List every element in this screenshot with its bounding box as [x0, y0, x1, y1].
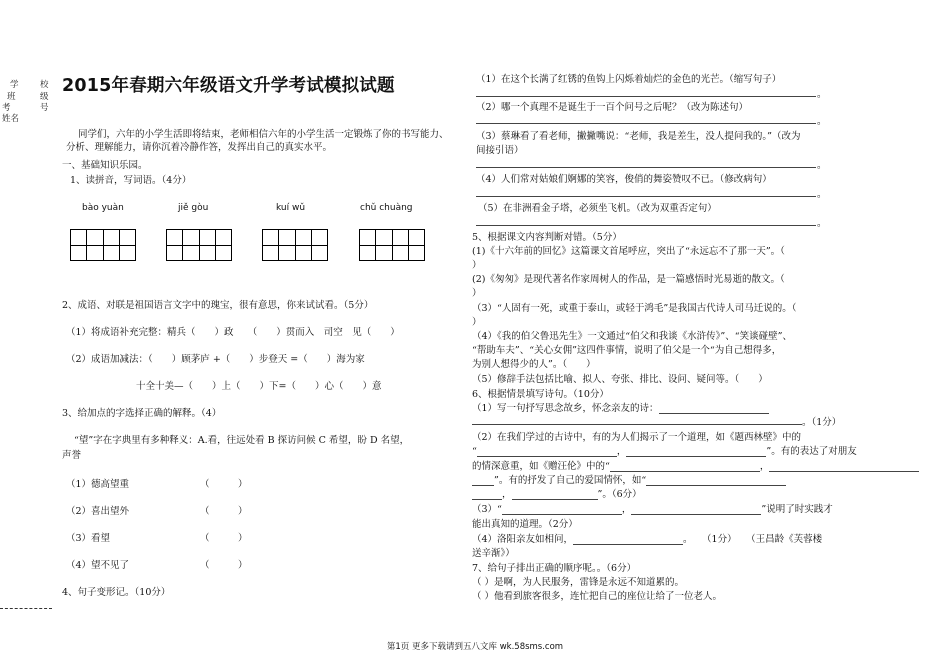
poem-2d: ”。有的抒发了自己的爱国情怀，如“ [472, 472, 786, 486]
judge-4b: “帮助车夫”、“关心女佣”这四件事情，说明了伯父是一个“为自己想得多， [472, 345, 782, 356]
section-7-heading: 7、给句子排出正确的顺序呢。。（6分） [472, 563, 637, 574]
question-3-desc: “望”字在字典里有多种释义：A.看，往远处看 B 探访问候 C 希望，盼 D 名望， [74, 435, 410, 446]
writing-grid-4[interactable] [359, 229, 425, 261]
judge-4c: 为别人想得少的人”。（ ） [472, 359, 596, 370]
answer-dot-3: 。 [817, 160, 827, 171]
poem-2-blank-4[interactable] [769, 461, 919, 472]
poem-2-blank-1[interactable] [477, 446, 617, 457]
q3-blank-1[interactable]: （ ） [200, 479, 248, 490]
pinyin-4: chǔ chuàng [360, 203, 413, 213]
poem-3-blank-2[interactable] [631, 504, 761, 515]
judge-2: (2)《匆匆》是现代著名作家周树人的作品，是一篇感悟时光易逝的散文。（ [472, 274, 785, 285]
answer-dot-2: 。 [817, 116, 827, 127]
q3-blank-2[interactable]: （ ） [200, 506, 248, 517]
label-xue: 学 [10, 80, 19, 90]
intro-text: 同学们，六年的小学生活即将结束，老师相信六年的小学生活一定锻炼了你的书写能力、分析、理解能力，请你沉着冷静作答，发挥出自己的真实水平。 [66, 129, 449, 153]
poem-2-blank-6[interactable] [646, 475, 786, 486]
page-footer: 第1页 更多下载请到五八文库 wk.58sms.com [386, 642, 564, 652]
q3-item-1: （1）德高望重 [66, 479, 130, 490]
cut-line [0, 608, 52, 609]
judge-1: (1)《十六年前的回忆》这篇课文首尾呼应，突出了“永远忘不了那一天”。（ [472, 246, 785, 257]
poem-1: （1）写一句抒写思念故乡，怀念亲友的诗： [472, 400, 769, 414]
judge-3b: ） [472, 317, 482, 328]
rewrite-1: （1）在这个长满了红锈的鱼钩上闪烁着灿烂的金色的光芒。（缩写句子） [476, 74, 782, 85]
judge-2b: ） [472, 288, 482, 299]
poem-3b: 能出真知的道理。（2分） [472, 519, 578, 530]
pinyin-1: bào yuàn [82, 203, 124, 213]
answer-line-3[interactable] [476, 167, 816, 168]
label-hao: 号 [40, 103, 49, 113]
answer-line-1[interactable] [476, 96, 816, 97]
poem-2-blank-7[interactable] [472, 489, 502, 500]
judge-4: （4）《我的伯父鲁迅先生》一文通过“伯父和我谈《水浒传》”、“笑谈碰壁”、 [472, 331, 792, 342]
answer-dot-1: 。 [817, 89, 827, 100]
label-ban: 班 [7, 92, 16, 102]
answer-dot-4: 。 [817, 189, 827, 200]
question-3: 3、给加点的字选择正确的解释。（4） [62, 408, 222, 419]
poem-2-blank-8[interactable] [512, 489, 598, 500]
writing-grid-2[interactable] [166, 229, 232, 261]
question-2a: （1）将成语补充完整：精兵（ ）政 （ ）贯而入 司空 见（ ） [66, 327, 400, 338]
section-5-heading: 5、根据课文内容判断对错。（5分） [472, 232, 622, 243]
pinyin-2: jiě gòu [178, 203, 209, 213]
question-1: 1、读拼音，写词语。（4分） [70, 175, 192, 186]
answer-line-4[interactable] [476, 196, 816, 197]
question-2: 2、成语、对联是祖国语言文字中的瑰宝，很有意思，你来试试看。（5分） [62, 300, 374, 311]
order-1: （ ）是啊，为人民服务，雷锋是永远不知道累的。 [472, 577, 685, 588]
q3-blank-4[interactable]: （ ） [200, 560, 248, 571]
answer-line-5[interactable] [476, 225, 816, 226]
writing-grid-3[interactable] [262, 229, 328, 261]
pinyin-3: kuí wǔ [276, 203, 306, 213]
poem-2-blank-2[interactable] [626, 446, 766, 457]
label-ji: 级 [40, 92, 49, 102]
question-2b: （2）成语加减法：（ ）顾茅庐 +（ ）步登天 =（ ）海为家 [66, 354, 365, 365]
rewrite-4: （4）人们常对姑娘们婀娜的笑容，俊俏的舞姿赞叹不已。（修改病句） [476, 174, 772, 185]
question-4: 4、句子变形记。（10分） [62, 587, 171, 598]
rewrite-5: （5）在非洲看金子塔，必须坐飞机。（改为双重否定句） [478, 203, 717, 214]
poem-1-line-2[interactable] [472, 424, 802, 425]
poem-4c: 送辛渐》） [472, 548, 515, 559]
section-6-heading: 6、根据情景填写诗句。（10分） [472, 389, 609, 400]
page-title: 2015年春期六年级语文升学考试模拟试题 [62, 76, 395, 96]
label-name: 姓名 [2, 114, 20, 124]
poem-2-blank-3[interactable] [610, 461, 760, 472]
poem-2b: “ ， ”。有的表达了对朋友 [472, 446, 857, 457]
writing-grid-1[interactable] [70, 229, 136, 261]
answer-line-2[interactable] [476, 123, 816, 124]
order-2: （ ）他看到旅客很多，连忙把自己的座位让给了一位老人。 [472, 591, 723, 602]
judge-3: （3）“人固有一死，或重于泰山，或轻于鸿毛”是我国古代诗人司马迁说的。（ [472, 303, 797, 314]
q3-item-3: （3）看望 [66, 533, 111, 544]
q3-item-4: （4）望不见了 [66, 560, 130, 571]
poem-2e: ， ”。（6分） [472, 486, 642, 500]
section-1-heading: 一、基础知识乐园。 [62, 160, 148, 171]
answer-dot-5: 。 [817, 218, 827, 229]
question-3-desc-2: 声誉 [62, 450, 82, 461]
poem-2a: （2）在我们学过的古诗中，有的为人们揭示了一个道理，如《题西林壁》中的 [472, 432, 802, 443]
poem-2c: 的情深意重，如《赠汪伦》中的“ ， [472, 458, 919, 472]
label-kao: 考 [2, 103, 11, 113]
label-xiao: 校 [40, 80, 49, 90]
question-2c: 十全十美—（ ）上（ ）下=（ ）心（ ）意 [136, 381, 382, 392]
poem-1-end: 。（1分） [802, 417, 842, 428]
poem-3a: （3）“ ， ”说明了时实践才 [472, 504, 833, 515]
poem-4: （4）洛阳亲友如相问， 。 （1分） （王昌龄《芙蓉楼 [472, 534, 823, 545]
rewrite-2: （2）哪一个真理不是诞生于一百个问号之后呢？（改为陈述句） [476, 102, 749, 113]
poem-2-blank-5[interactable] [472, 475, 494, 486]
q3-item-2: （2）喜出望外 [66, 506, 130, 517]
rewrite-3b: 间接引语） [476, 145, 524, 156]
judge-1b: ） [472, 260, 482, 271]
poem-1-blank[interactable] [659, 403, 769, 414]
rewrite-3: （3）蔡琳看了看老师，撇撇嘴说：“老师，我是差生，没人提问我的。”（改为 [476, 131, 801, 142]
judge-5: （5）修辞手法包括比喻、拟人、夸张、排比、设问、疑问等。（ ） [472, 374, 768, 385]
poem-4-blank[interactable] [573, 534, 683, 545]
poem-3-blank-1[interactable] [502, 504, 622, 515]
q3-blank-3[interactable]: （ ） [200, 533, 248, 544]
